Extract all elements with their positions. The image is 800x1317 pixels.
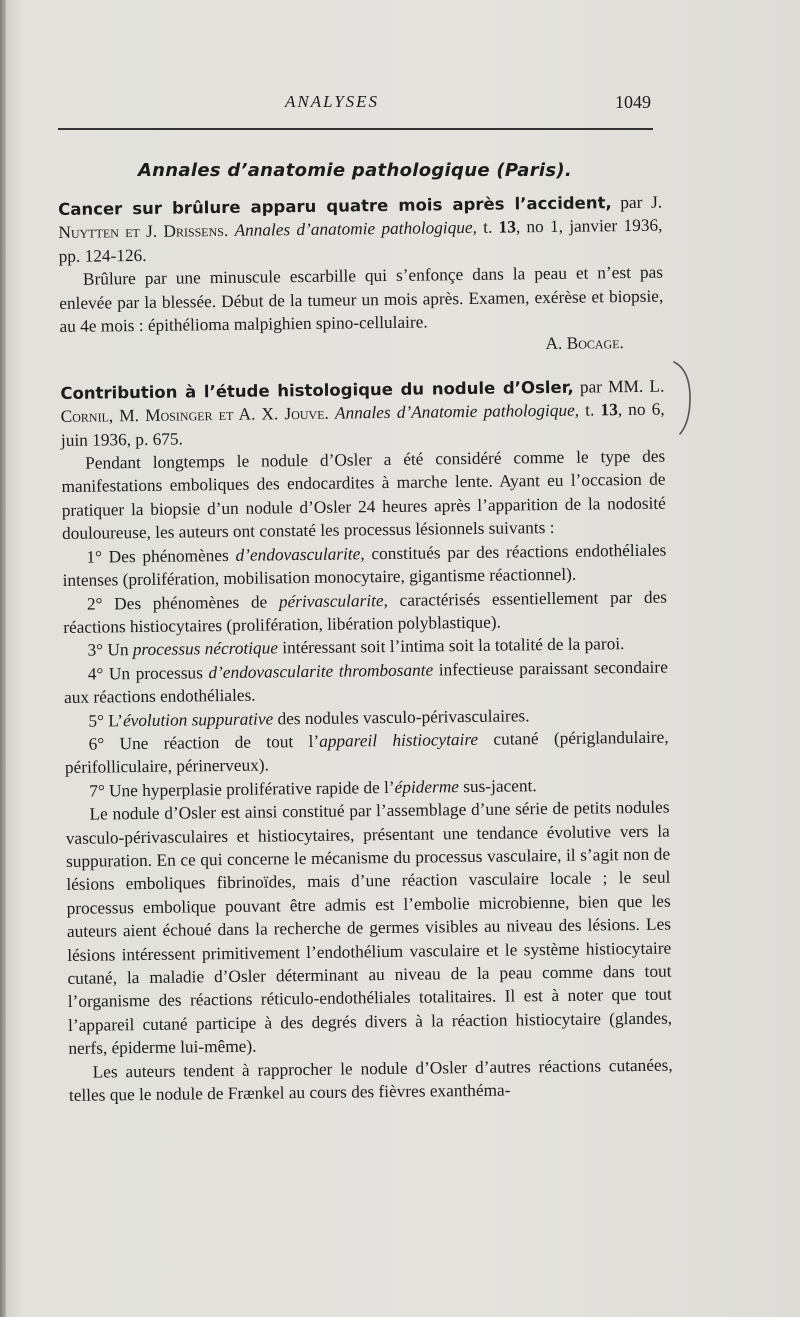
lesion-item-3-suffix: intéressant soit l’intima soit la totalité de la paroi. bbox=[277, 634, 625, 658]
lesion-item-2-term: périvascularite bbox=[278, 590, 384, 611]
article-2-volume-prefix: t. bbox=[578, 400, 601, 420]
running-head: ANALYSES bbox=[285, 92, 380, 111]
article-1-journal: Annales d’anatomie pathologique, bbox=[234, 218, 478, 241]
header-rule bbox=[58, 128, 653, 130]
article-1-heading bbox=[58, 191, 663, 269]
article-2 bbox=[60, 374, 673, 1107]
article-1 bbox=[58, 191, 664, 362]
lesion-item-7-prefix: 7° Une hyperplasie proliférative rapide de l’ bbox=[89, 777, 395, 801]
article-2-volume: 13 bbox=[600, 400, 618, 420]
article-2-authors: L. Cornil, M. Mosinger et A. X. Jouve. bbox=[60, 376, 665, 427]
article-1-volume-prefix: t. bbox=[476, 218, 499, 238]
article-2-journal: Annales d’Anatomie pathologique, bbox=[334, 400, 580, 423]
lesion-item-6 bbox=[65, 726, 670, 780]
lesion-item-2-suffix: , caractérisés essentiellement par des réactions histiocytaires (prolifération, libération polyblastique). bbox=[63, 587, 668, 637]
article-1-paragraph: Brûlure par une minuscule escarbille qui s’enfonçe dans la peau et n’est pas enlevée par la blessée. Début de la tumeur un mois après. Examen, exérèse et biopsie, au 4e mois : épithélioma malpighien spino-cellulaire. bbox=[59, 262, 664, 337]
article-1-signature: A. Bocage. bbox=[545, 333, 624, 354]
lesion-item-5-term: évolution suppurative bbox=[122, 708, 274, 730]
lesion-item-1 bbox=[62, 538, 667, 592]
article-1-title: Cancer sur brûlure apparu quatre mois après l’accident, bbox=[58, 193, 612, 219]
text-column bbox=[58, 191, 673, 1108]
article-1-by: par bbox=[611, 192, 652, 213]
article-1-authors: J. Nuytten et J. Drissens. bbox=[58, 192, 663, 243]
lesion-item-2-prefix: 2° Des phénomènes de bbox=[86, 591, 280, 614]
lesion-item-4-suffix: infectieuse paraissant secondaire aux réactions endothéliales. bbox=[63, 657, 668, 708]
article-2-title: Contribution à l’étude histologique du nodule d’Osler, bbox=[60, 377, 574, 403]
lesion-item-4 bbox=[64, 655, 669, 709]
lesion-item-7-term: épiderme bbox=[394, 776, 460, 797]
lesion-item-1-term: d’endovascularite bbox=[235, 544, 361, 565]
lesion-item-4-term: d’endovascularite thrombosante bbox=[208, 660, 434, 682]
lesion-item-2 bbox=[63, 585, 668, 639]
lesion-item-4-prefix: 4° Un processus bbox=[87, 662, 209, 684]
lesion-item-1-suffix: , constitués par des réactions endothéliales intenses (prolifération, mobilisation monocytaire, gigantisme réactionnel). bbox=[62, 540, 667, 591]
journal-section-title: Annales d’anatomie pathologique (Paris). bbox=[137, 160, 573, 181]
pencil-bracket-mark bbox=[672, 358, 696, 438]
article-1-details: , no 1, janvier 1936, pp. 124-126. bbox=[58, 216, 663, 266]
lesion-item-3-term: processus nécrotique bbox=[132, 638, 279, 660]
article-2-intro: Pendant longtemps le nodule d’Osler a été considéré comme le type des manifestations emboliques des endocardites à marche lente. Ayant eu l’occasion de pratiquer la biopsie d’un nodule d’Osler 24 heures après l’apparition de la nodosité douloureuse, les auteurs ont constaté les processus lésionnels suivants : bbox=[61, 446, 666, 544]
lesion-item-6-suffix: cutané (périglandulaire, périfolliculaire, périnerveux). bbox=[64, 727, 669, 778]
article-2-by: par MM. bbox=[573, 376, 650, 397]
lesion-item-5-prefix: 5° L’ bbox=[88, 710, 124, 731]
article-2-paragraph-2: Les auteurs tendent à rapprocher le nodule d’Osler d’autres réactions cutanées, telles que le nodule de Frænkel au cours des fièvres exanthéma- bbox=[68, 1055, 673, 1105]
lesion-item-7-suffix: sus-jacent. bbox=[458, 775, 537, 796]
lesion-item-3-prefix: 3° Un bbox=[87, 640, 133, 660]
article-1-volume: 13 bbox=[498, 217, 517, 238]
page-number: 1049 bbox=[615, 92, 651, 112]
article-2-paragraph-1: Le nodule d’Osler est ainsi constitué par l’assemblage d’une série de petits nodules vasculo-périvasculaires et histiocytaires, présentant une tendance évolutive vers la suppuration. En ce qui concerne le mécanisme du processus vasculaire, il s’agit non de lésions emboliques fibrinoïdes, mais d’une réaction vasculaire locale ; le seul processus embolique pouvant être admis est l’embolie microbienne, bien que les auteurs aient échoué dans la recherche de germes visibles au niveau des lésions. Les lésions intéressent primitivement l’endothélium vasculaire et le système histiocytaire cutané, la maladie d’Osler déterminant au niveau de la peau comme dans tout l’organisme des réactions réticulo-endothéliales totalitaires. Il est à noter que tout l’appareil cutané participe à des degrés divers à la réaction histiocytaire (glandes, nerfs, épiderme lui-même). bbox=[65, 797, 673, 1059]
article-2-details: , no 6, juin 1936, p. 675. bbox=[60, 399, 665, 450]
binding-edge bbox=[0, 0, 6, 1317]
lesion-item-1-prefix: 1° Des phénomènes bbox=[86, 545, 236, 567]
article-2-heading bbox=[60, 374, 665, 452]
lesion-item-6-prefix: 6° Une réaction de tout l’ bbox=[88, 731, 320, 754]
lesion-item-6-term: appareil histiocytaire bbox=[319, 729, 479, 751]
lesion-item-5-suffix: des nodules vasculo-périvasculaires. bbox=[273, 705, 530, 728]
